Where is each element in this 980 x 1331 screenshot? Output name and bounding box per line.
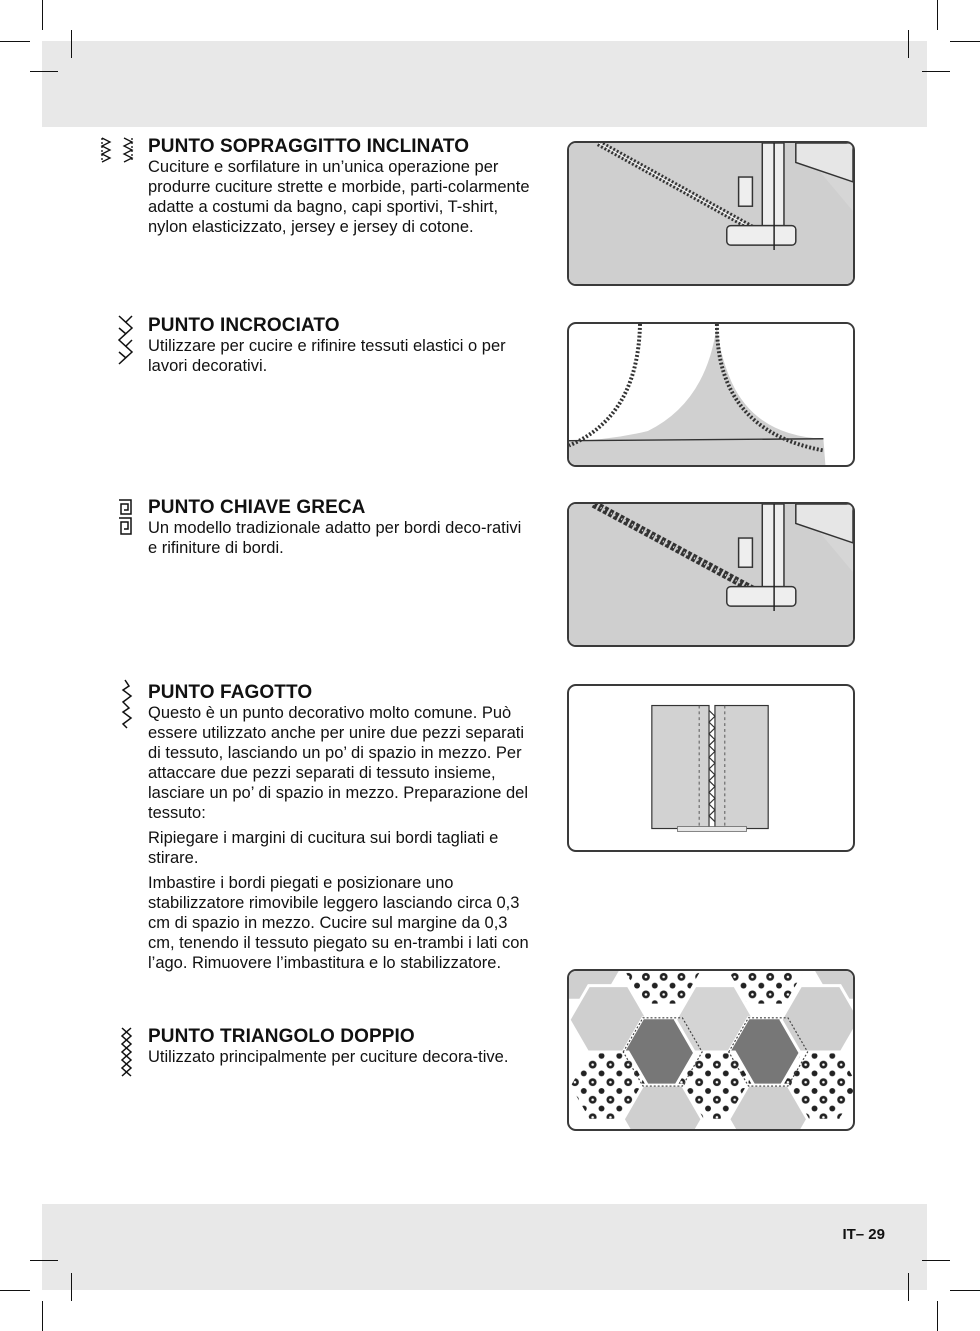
crop-mark: [908, 30, 909, 58]
crop-mark: [71, 1273, 72, 1301]
section-double-triangle: [148, 1026, 530, 1072]
crop-mark: [937, 1301, 938, 1331]
faggoting-stitch-icon: [117, 678, 135, 730]
section-title: PUNTO CHIAVE GRECA: [148, 497, 366, 518]
crop-mark: [0, 41, 30, 42]
page-number: IT– 29: [842, 1226, 885, 1243]
greek-key-stitch-icon: [117, 498, 135, 538]
crop-mark: [922, 71, 950, 72]
cross-stitch-icon: [116, 314, 136, 366]
crop-mark: [30, 1260, 58, 1261]
crop-mark: [950, 41, 980, 42]
crop-mark: [922, 1260, 950, 1261]
crop-mark: [950, 1290, 980, 1291]
crop-mark: [42, 1301, 43, 1331]
crop-mark: [908, 1273, 909, 1301]
section-overlock-slant: [148, 136, 530, 242]
section-text: Un modello tradizionale adatto per bordi deco-rativi e rifiniture di bordi.: [148, 519, 522, 557]
double-triangle-stitch-icon: [117, 1026, 137, 1078]
swimsuit-cross-stitch-illustration: [567, 322, 855, 467]
crop-mark: [937, 0, 938, 30]
header-band: [42, 41, 927, 127]
section-text: Ripiegare i margini di cucitura sui bordi tagliati e stirare.: [148, 829, 499, 867]
section-text: Utilizzato principalmente per cuciture decora-tive.: [148, 1048, 509, 1066]
fabric-faggoting-illustration: [567, 684, 855, 852]
section-title: PUNTO INCROCIATO: [148, 315, 340, 336]
section-text: Cuciture e sorfilature in un’unica operazione per produrre cuciture strette e morbide, parti-colarmente adatte a costumi da bagno, capi sportivi, T-shirt, nylon elasticizzato, jersey e jersey di cotone.: [148, 158, 530, 236]
section-text: Questo è un punto decorativo molto comune. Può essere utilizzato anche per unire due pezzi separati di tessuto, lasciando un po’ di spazio in mezzo. Per attaccare due pezzi separati di tessuto insieme, lasciare un po’ di spazio in mezzo. Preparazione del tessuto:: [148, 704, 529, 822]
sewing-machine-overlock-illustration: [567, 141, 855, 286]
footer-band: [42, 1204, 927, 1290]
overlock-slant-stitch-icon: [100, 136, 140, 166]
section-greek-key: [148, 497, 530, 563]
crop-mark: [71, 30, 72, 58]
section-faggoting: [148, 682, 530, 978]
crop-mark: [30, 71, 58, 72]
section-text: Utilizzare per cucire e rifinire tessuti elastici o per lavori decorativi.: [148, 337, 506, 375]
section-cross-stitch: [148, 315, 530, 381]
hexagon-patchwork-illustration: [567, 969, 855, 1131]
section-title: PUNTO TRIANGOLO DOPPIO: [148, 1026, 415, 1047]
sewing-machine-greek-key-illustration: [567, 502, 855, 647]
crop-mark: [42, 0, 43, 30]
section-title: PUNTO SOPRAGGITTO INCLINATO: [148, 136, 470, 157]
section-text: Imbastire i bordi piegati e posizionare uno stabilizzatore rimovibile leggero lasciando circa 0,3 cm di spazio in mezzo. Cucire sul margine da 0,3 cm, tenendo il tessuto piegato su en-trambi i lati con l’ago. Rimuovere l’imbastitura e lo stabilizzatore.: [148, 874, 529, 972]
section-title: PUNTO FAGOTTO: [148, 682, 313, 703]
crop-mark: [0, 1290, 30, 1291]
